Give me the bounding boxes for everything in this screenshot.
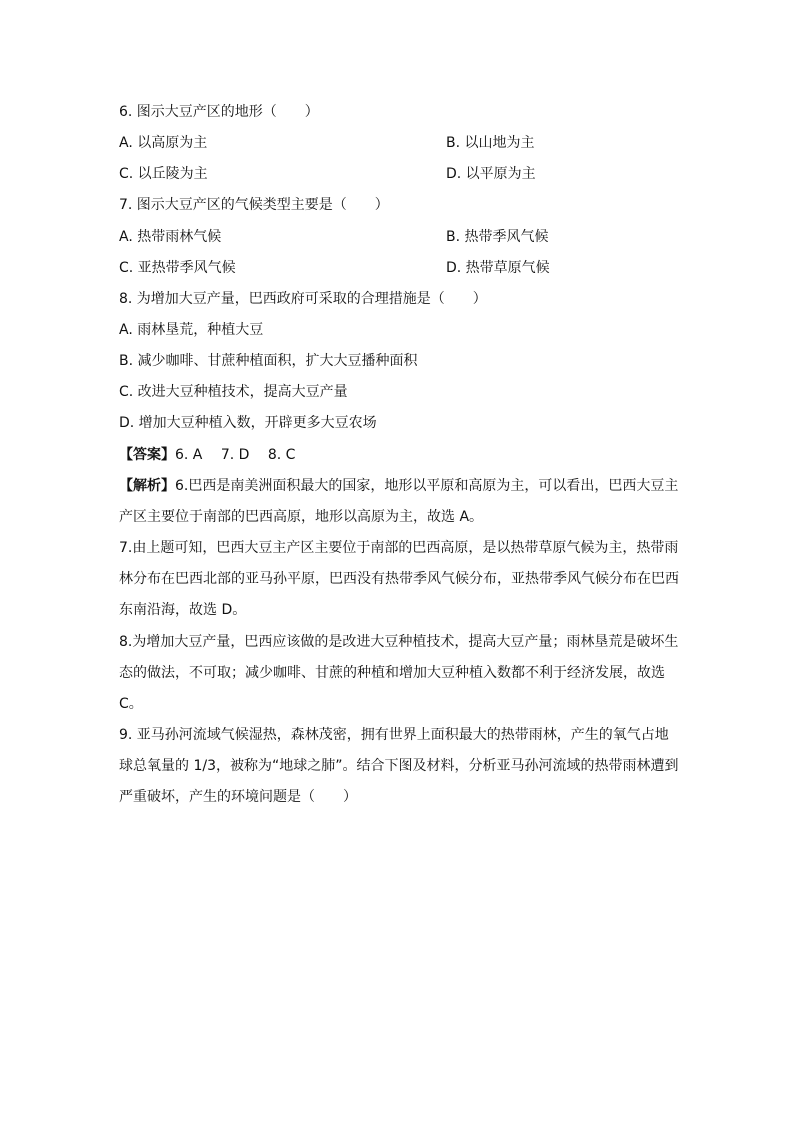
question-6-option-d: D. 以平原为主 bbox=[446, 166, 536, 182]
question-7-option-a: A. 热带雨林气候 bbox=[119, 229, 222, 245]
question-8-option-d: D. 增加大豆种植入数，开辟更多大豆农场 bbox=[119, 415, 377, 431]
question-8-option-c: C. 改进大豆种植技术，提高大豆产量 bbox=[119, 384, 348, 400]
analysis-text-6: 6.巴西是南美洲面积最大的国家，地形以平原和高原为主，可以看出，巴西大豆主产区主要位于南部的巴西高原，地形以高原为主，故选 A。 bbox=[119, 478, 679, 525]
question-6-stem: 6. 图示大豆产区的地形（ ） bbox=[119, 104, 319, 120]
question-7-option-b: B. 热带季风气候 bbox=[446, 229, 549, 245]
analysis-paragraph-8: 8.为增加大豆产量，巴西应该做的是改进大豆种植技术，提高大豆产量；雨林垦荒是破坏生态的做法，不可取；减少咖啡、甘蔗的种植和增加大豆种植入数都不利于经济发展，故选 C。 bbox=[119, 634, 679, 712]
question-9-stem: 9. 亚马孙河流域气候湿热，森林茂密，拥有世界上面积最大的热带雨林，产生的氧气占地球总氧量的 1/3，被称为“地球之肺”。结合下图及材料，分析亚马孙河流域的热带雨林遭到严重破坏，产生的环境问题是（ ） bbox=[119, 727, 679, 805]
question-6-option-b: B. 以山地为主 bbox=[446, 135, 535, 151]
answer-text: 6. A 7. D 8. C bbox=[175, 447, 296, 463]
question-7-stem: 7. 图示大豆产区的气候类型主要是（ ） bbox=[119, 197, 389, 213]
analysis-paragraph-7: 7.由上题可知，巴西大豆主产区主要位于南部的巴西高原，是以热带草原气候为主，热带雨林分布在巴西北部的亚马孙平原，巴西没有热带季风气候分布，亚热带季风气候分布在巴西东南沿海，故选 D。 bbox=[119, 540, 679, 618]
analysis-label: 【解析】 bbox=[119, 478, 175, 494]
question-8-option-b: B. 减少咖啡、甘蔗种植面积，扩大大豆播种面积 bbox=[119, 353, 418, 369]
question-8-stem: 8. 为增加大豆产量，巴西政府可采取的合理措施是（ ） bbox=[119, 291, 487, 307]
question-6-option-a: A. 以高原为主 bbox=[119, 135, 208, 151]
analysis-paragraph-6 bbox=[119, 471, 679, 533]
question-6-option-c: C. 以丘陵为主 bbox=[119, 166, 208, 182]
answer-label: 【答案】 bbox=[119, 447, 175, 463]
question-7-option-c: C. 亚热带季风气候 bbox=[119, 260, 236, 276]
question-8-option-a: A. 雨林垦荒，种植大豆 bbox=[119, 322, 264, 338]
question-7-option-d: D. 热带草原气候 bbox=[446, 260, 550, 276]
answer-line bbox=[119, 445, 295, 465]
